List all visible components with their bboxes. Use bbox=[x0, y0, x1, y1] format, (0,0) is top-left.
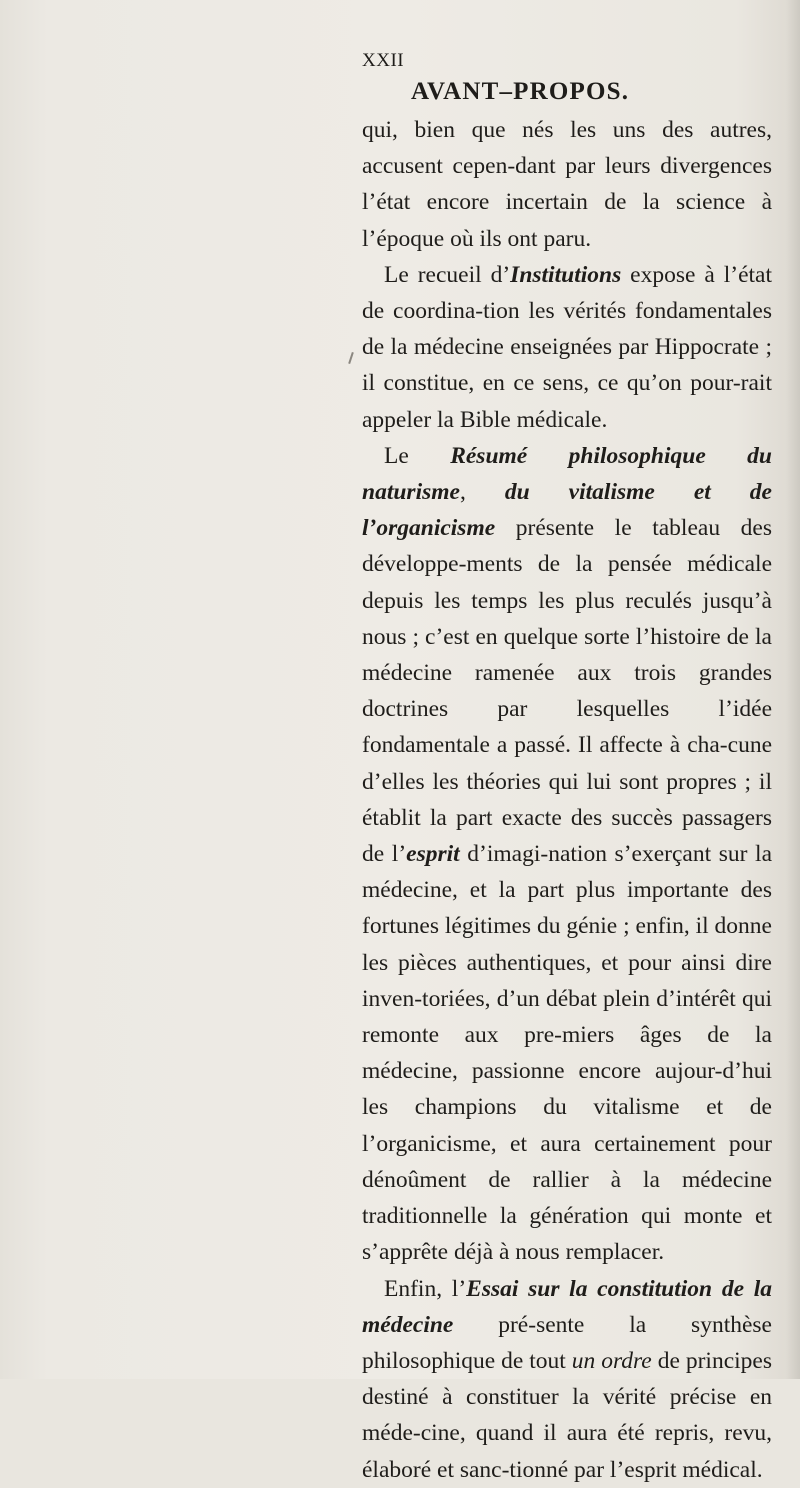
paragraph-3-mid1: , bbox=[459, 479, 505, 506]
paragraph-3-mid2: présente le tableau des développe-ments de la pensée médicale depuis les temps les plus reculés jusqu’à nous ; c’est en quelque sorte l’histoire de la médecine ramenée aux trois grandes doctrines par lesquelles l’idée fondamentale a passé. Il affecte à cha-cune d’elles les théories qui lui sont propres ; il établit la part exacte des succès passagers de l’ bbox=[362, 515, 772, 868]
paragraph-4-mid1: pré-sente la synthèse philosophique de tout bbox=[362, 1311, 772, 1374]
paragraph-4 bbox=[362, 1271, 772, 1488]
paragraph-3 bbox=[362, 438, 772, 1271]
ordre-term: un ordre bbox=[571, 1347, 652, 1374]
esprit-term: esprit bbox=[406, 841, 460, 868]
paragraph-2 bbox=[362, 257, 772, 438]
paragraph-3-before: Le bbox=[384, 442, 451, 469]
paragraph-3-after: d’imagi-nation s’exerçant sur la médecine, et la part plus importante des fortunes légitimes du génie ; enfin, il donne les pièces authentiques, et pour ainsi dire inven-toriées, d’un débat plein d’intérêt qui remonte aux pre-miers âges de la médecine, passionne encore aujour-d’hui les champions du vitalisme et de l’organicisme, et aura certainement pour dénoûment de rallier à la médecine traditionnelle la génération qui monte et s’apprête déjà à nous remplacer. bbox=[362, 841, 772, 1266]
resume-title-part-2: du vitalisme et de l’organicisme bbox=[362, 479, 772, 542]
paragraph-4-after: de principes destiné à constituer la vérité précise en méde-cine, quand il aura été repris, revu, élaboré et sanc-tionné par l’esprit médical. bbox=[362, 1347, 772, 1483]
margin-mark bbox=[348, 352, 354, 364]
running-title: AVANT–PROPOS. bbox=[411, 78, 630, 105]
page-edge-shadow bbox=[786, 0, 800, 1379]
paragraph-4-before: Enfin, l’ bbox=[384, 1275, 467, 1302]
paragraph-1-text: qui, bien que nés les uns des autres, accusent cepen-dant par leurs divergences l’état encore incertain de la science à l’époque où ils ont paru. bbox=[362, 117, 772, 252]
paragraph-2-before: Le recueil d’ bbox=[384, 261, 511, 288]
body-text bbox=[362, 112, 772, 1488]
paragraph-1 bbox=[362, 112, 772, 257]
institutions-title: Institutions bbox=[510, 261, 622, 288]
paragraph-2-after: expose à l’état de coordina-tion les vérités fondamentales de la médecine enseignées par Hippocrate ; il constitue, en ce sens, ce qu’on pour-rait appeler la Bible médicale. bbox=[362, 261, 772, 433]
essai-title: Essai sur la constitution de la médecine bbox=[362, 1275, 772, 1338]
page-number: XXII bbox=[362, 50, 405, 71]
resume-title: Résumé philosophique du naturisme bbox=[362, 442, 772, 506]
